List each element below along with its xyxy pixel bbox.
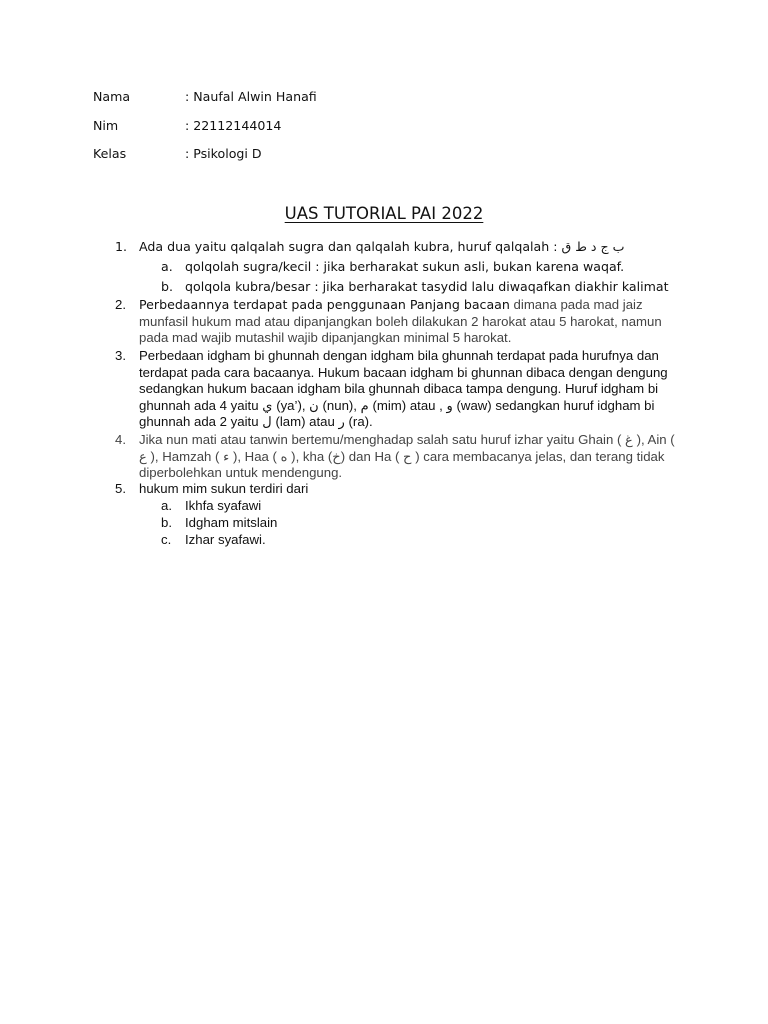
list-number: 4.: [115, 432, 126, 447]
list-number: 2.: [115, 297, 126, 312]
sub-number: a.: [161, 259, 173, 274]
list-text: Ada dua yaitu qalqalah sugra dan qalqalah kubra, huruf qalqalah : ب ج د ط ق: [139, 239, 625, 254]
sub-text: Ikhfa syafawi: [185, 498, 262, 513]
list-text: [139, 297, 679, 347]
list-text-part-a: Perbedaannya terdapat pada penggunaan Panjang bacaan: [139, 297, 510, 312]
nama-label: Nama: [93, 89, 131, 104]
list-text: Perbedaan idgham bi ghunnah dengan idgham bila ghunnah terdapat pada hurufnya dan terdapat pada cara bacaanya. Hukum bacaan idgham bi ghunnan dibaca dengan dengung sedangkan hukum bacaan idgham bila ghunnah dibaca tampa dengung. Huruf idgham bi ghunnah ada 4 yaitu ي (ya’), ن (nun), م (mim) atau , و (waw) sedangkan huruf idgham bi ghunnah ada 2 yaitu ل (lam) atau ر (ra).: [139, 348, 668, 430]
nim-value: : 22112144014: [185, 118, 282, 133]
list-text: hukum mim sukun terdiri dari: [139, 481, 309, 496]
sub-number: c.: [161, 532, 172, 547]
page-title: UAS TUTORIAL PAI 2022: [284, 204, 484, 223]
list-number: 5.: [115, 481, 126, 496]
sub-text: Idgham mitslain: [185, 515, 278, 530]
sub-number: b.: [161, 515, 172, 530]
nama-value: : Naufal Alwin Hanafi: [185, 89, 317, 104]
kelas-label: Kelas: [93, 146, 127, 161]
sub-text: qolqolah sugra/kecil : jika berharakat sukun asli, bukan karena waqaf.: [185, 259, 625, 274]
sub-number: a.: [161, 498, 172, 513]
list-text-part-b: dimana pada mad jaiz munfasil hukum mad atau dipanjangkan boleh dilakukan 2 harokat atau 5 harokat, namun pada mad wajib mutashil wajib dipanjangkan minimal 5 harokat.: [139, 297, 662, 346]
list-number: 3.: [115, 348, 126, 363]
list-number: 1.: [115, 239, 128, 254]
list-text: Jika nun mati atau tanwin bertemu/menghadap salah satu huruf izhar yaitu Ghain ( غ ), Ain ( ع ), Hamzah ( ء ), Haa ( ه ), kha (خ) dan Ha ( ح ) cara membacanya jelas, dan terang tidak diperbolehkan untuk mendengung.: [139, 432, 675, 481]
sub-text: Izhar syafawi.: [185, 532, 266, 547]
kelas-value: : Psikologi D: [185, 146, 262, 161]
nim-label: Nim: [93, 118, 119, 133]
sub-number: b.: [161, 279, 173, 294]
sub-text: qolqola kubra/besar : jika berharakat tasydid lalu diwaqafkan diakhir kalimat: [185, 279, 669, 294]
